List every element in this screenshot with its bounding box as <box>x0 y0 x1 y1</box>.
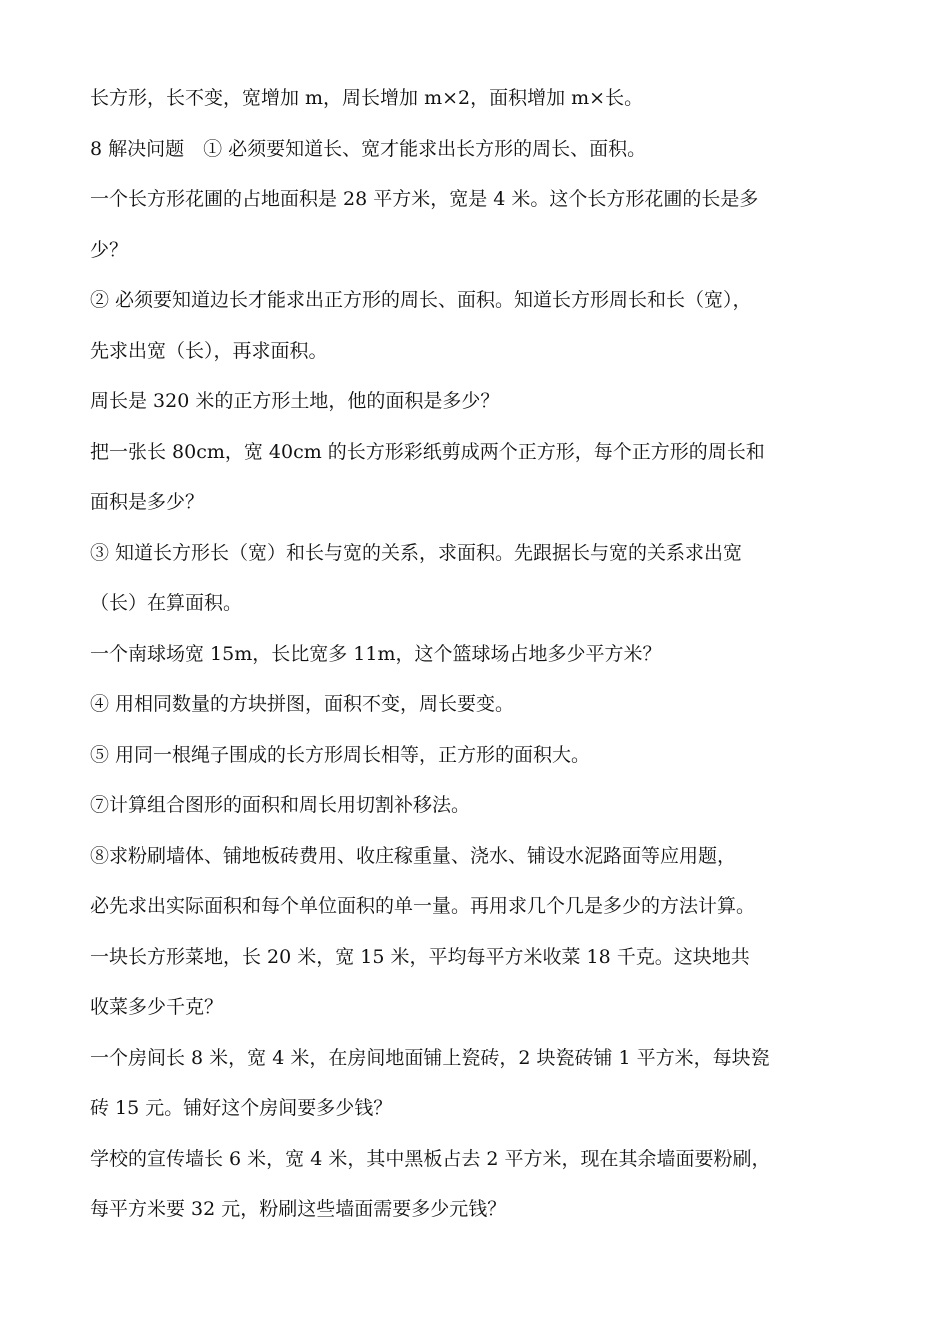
text-line: 必先求出实际面积和每个单位面积的单一量。再用求几个几是多少的方法计算。 <box>90 895 756 917</box>
text-line: 一个南球场宽 15m，长比宽多 11m，这个篮球场占地多少平方米？ <box>90 642 662 665</box>
text-line: 长方形，长不变，宽增加 m，周长增加 m×2，面积增加 m×长。 <box>90 87 644 109</box>
text-line: 面积是多少？ <box>90 491 205 513</box>
text-line: 一个长方形花圃的占地面积是 28 平方米，宽是 4 米。这个长方形花圃的长是多 <box>90 188 759 210</box>
text-line: ② 必须要知道边长才能求出正方形的周长、面积。知道长方形周长和长（宽）， <box>90 289 752 311</box>
text-line: 把一张长 80cm，宽 40cm 的长方形彩纸剪成两个正方形，每个正方形的周长和 <box>90 440 765 463</box>
text-line: ⑤ 用同一根绳子围成的长方形周长相等，正方形的面积大。 <box>90 743 591 766</box>
text-line: 一个房间长 8 米，宽 4 米，在房间地面铺上瓷砖，2 块瓷砖铺 1 平方米，每块瓷 <box>90 1046 770 1069</box>
text-line: ⑧求粉刷墙体、铺地板砖费用、收庄稼重量、浇水、铺设水泥路面等应用题， <box>90 844 737 867</box>
document-body <box>90 80 870 1242</box>
text-line: ⑦计算组合图形的面积和周长用切割补移法。 <box>90 794 471 816</box>
text-line: 少？ <box>90 238 129 261</box>
text-line: ④ 用相同数量的方块拼图，面积不变，周长要变。 <box>90 693 515 715</box>
text-line: 每平方米要 32 元，粉刷这些墙面需要多少元钱？ <box>90 1198 507 1220</box>
text-line: 周长是 320 米的正方形土地，他的面积是多少？ <box>90 390 500 412</box>
text-line: （长）在算面积。 <box>90 592 243 614</box>
text-line: ③ 知道长方形长（宽）和长与宽的关系，求面积。先跟据长与宽的关系求出宽 <box>90 541 743 564</box>
text-line: 一块长方形菜地，长 20 米，宽 15 米，平均每平方米收菜 18 千克。这块地共 <box>90 945 750 968</box>
text-line: 8 解决问题 ① 必须要知道长、宽才能求出长方形的周长、面积。 <box>90 137 647 160</box>
text-line: 收菜多少千克？ <box>90 996 224 1018</box>
text-line: 砖 15 元。铺好这个房间要多少钱？ <box>90 1097 393 1119</box>
text-line: 学校的宣传墙长 6 米，宽 4 米，其中黑板占去 2 平方米，现在其余墙面要粉刷， <box>90 1147 771 1170</box>
text-line: 先求出宽（长），再求面积。 <box>90 339 328 362</box>
